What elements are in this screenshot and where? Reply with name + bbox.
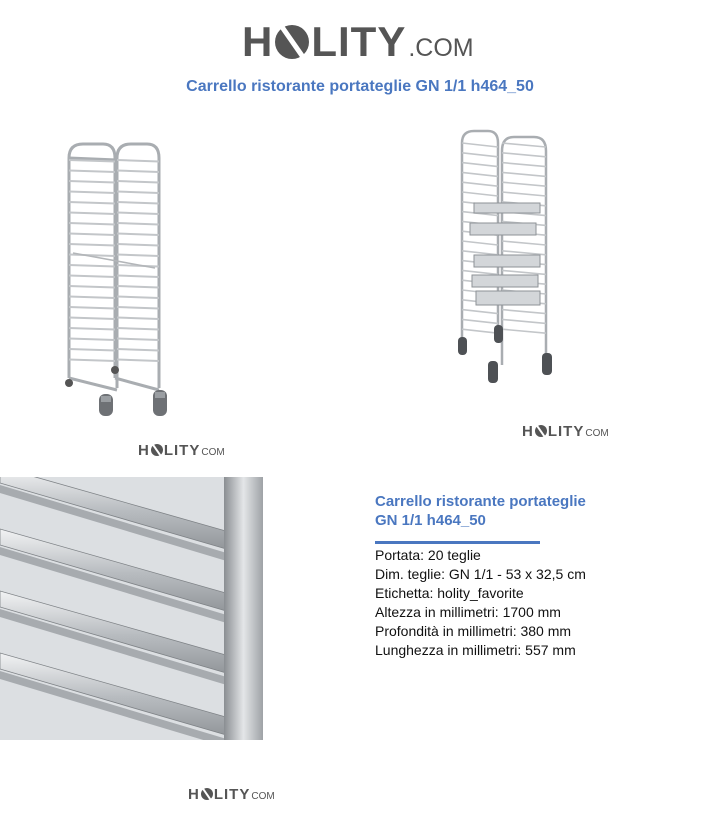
watermark-o-icon xyxy=(535,425,547,437)
spec-capacity: Portata: 20 teglie xyxy=(375,547,481,563)
spec-depth: Profondità in millimetri: 380 mm xyxy=(375,623,572,639)
product-info-title xyxy=(375,492,675,530)
logo-text-left: H xyxy=(242,18,274,65)
spec-list xyxy=(375,546,586,660)
spec-height: Altezza in millimetri: 1700 mm xyxy=(375,604,561,620)
logo-o-icon xyxy=(275,25,309,59)
photo-1-watermark: H LITY COM xyxy=(138,442,225,459)
photo-3-watermark: H LITY COM xyxy=(188,786,275,803)
product-photo-with-trays[interactable] xyxy=(450,125,560,400)
photo-2-watermark: H LITY COM xyxy=(522,423,609,440)
watermark-o-icon xyxy=(151,444,163,456)
spec-label: Etichetta: holity_favorite xyxy=(375,585,524,601)
logo-text-right: LITY xyxy=(311,18,407,65)
spec-tray-size: Dim. teglie: GN 1/1 - 53 x 32,5 cm xyxy=(375,566,586,582)
logo-suffix: .COM xyxy=(408,34,474,62)
product-info-title-line1: Carrello ristorante portateglie xyxy=(375,493,586,510)
holity-logo[interactable] xyxy=(242,18,474,66)
product-photo-rail-detail[interactable] xyxy=(0,477,263,740)
watermark-o-icon xyxy=(201,788,213,800)
page-title: Carrello ristorante portateglie GN 1/1 h464_50 xyxy=(186,78,534,95)
title-divider xyxy=(375,541,540,544)
product-photo-front[interactable] xyxy=(55,138,185,438)
spec-length: Lunghezza in millimetri: 557 mm xyxy=(375,642,576,658)
product-info-title-line2: GN 1/1 h464_50 xyxy=(375,512,486,529)
